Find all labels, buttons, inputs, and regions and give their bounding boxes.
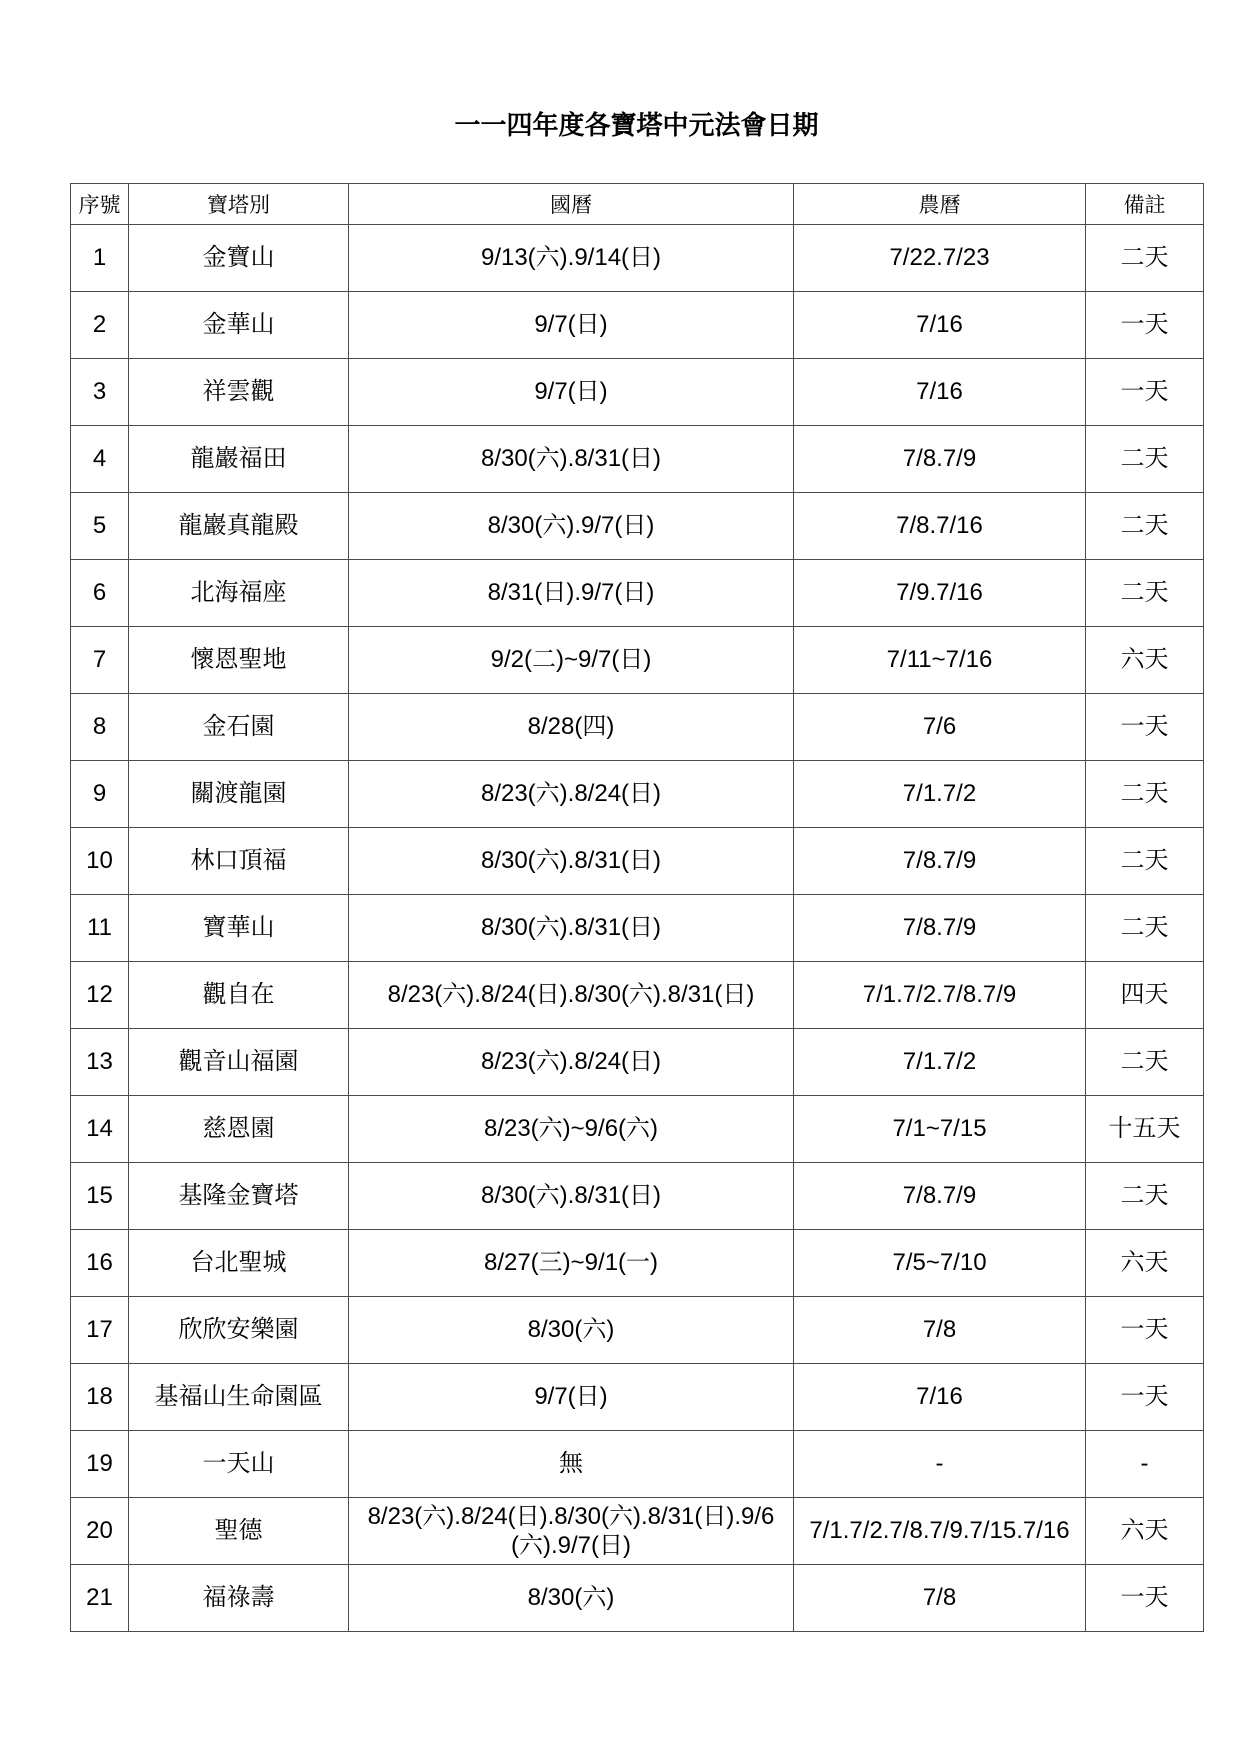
cell-pagoda: 關渡龍園 (129, 761, 349, 828)
cell-gregorian: 無 (349, 1431, 794, 1498)
cell-seq: 18 (71, 1364, 129, 1431)
cell-seq: 19 (71, 1431, 129, 1498)
cell-seq: 3 (71, 359, 129, 426)
cell-gregorian: 9/13(六).9/14(日) (349, 225, 794, 292)
header-cell-lunar: 農曆 (794, 184, 1086, 225)
cell-note: 十五天 (1086, 1096, 1204, 1163)
table-row (71, 1297, 1204, 1364)
cell-seq: 13 (71, 1029, 129, 1096)
cell-lunar: 7/8.7/9 (794, 1163, 1086, 1230)
cell-lunar: 7/8 (794, 1297, 1086, 1364)
cell-lunar: 7/6 (794, 694, 1086, 761)
cell-gregorian: 8/30(六) (349, 1565, 794, 1632)
cell-seq: 21 (71, 1565, 129, 1632)
cell-gregorian: 8/30(六).8/31(日) (349, 1163, 794, 1230)
cell-seq: 14 (71, 1096, 129, 1163)
cell-seq: 16 (71, 1230, 129, 1297)
table-row (71, 1096, 1204, 1163)
cell-pagoda: 龍巖真龍殿 (129, 493, 349, 560)
table-row (71, 560, 1204, 627)
cell-note: 六天 (1086, 1230, 1204, 1297)
cell-gregorian: 9/2(二)~9/7(日) (349, 627, 794, 694)
table-row (71, 1230, 1204, 1297)
cell-gregorian: 9/7(日) (349, 1364, 794, 1431)
cell-gregorian: 8/23(六).8/24(日).8/30(六).8/31(日).9/6(六).9/7(日) (349, 1498, 794, 1565)
header-cell-pagoda: 寶塔別 (129, 184, 349, 225)
cell-note: 一天 (1086, 1297, 1204, 1364)
cell-gregorian: 8/30(六).8/31(日) (349, 426, 794, 493)
cell-lunar: 7/8 (794, 1565, 1086, 1632)
cell-note: 二天 (1086, 895, 1204, 962)
cell-lunar: 7/22.7/23 (794, 225, 1086, 292)
table-row (71, 1163, 1204, 1230)
cell-gregorian: 8/27(三)~9/1(一) (349, 1230, 794, 1297)
cell-pagoda: 林口頂福 (129, 828, 349, 895)
cell-seq: 4 (71, 426, 129, 493)
cell-lunar: 7/8.7/9 (794, 895, 1086, 962)
cell-gregorian: 8/30(六).8/31(日) (349, 895, 794, 962)
cell-lunar: 7/1.7/2.7/8.7/9 (794, 962, 1086, 1029)
cell-note: 二天 (1086, 426, 1204, 493)
cell-pagoda: 基隆金寶塔 (129, 1163, 349, 1230)
cell-seq: 1 (71, 225, 129, 292)
cell-pagoda: 祥雲觀 (129, 359, 349, 426)
cell-pagoda: 觀自在 (129, 962, 349, 1029)
cell-seq: 6 (71, 560, 129, 627)
table-row (71, 761, 1204, 828)
page-title: 一一四年度各寶塔中元法會日期 (454, 110, 819, 140)
festival-dates-table (70, 183, 1204, 1632)
cell-note: 一天 (1086, 292, 1204, 359)
cell-seq: 5 (71, 493, 129, 560)
table-body (71, 225, 1204, 1632)
cell-pagoda: 金寶山 (129, 225, 349, 292)
cell-note: 四天 (1086, 962, 1204, 1029)
cell-pagoda: 觀音山福園 (129, 1029, 349, 1096)
table-row (71, 426, 1204, 493)
cell-seq: 2 (71, 292, 129, 359)
cell-lunar: 7/16 (794, 1364, 1086, 1431)
table-header (71, 184, 1204, 225)
cell-lunar: 7/1.7/2.7/8.7/9.7/15.7/16 (794, 1498, 1086, 1565)
cell-gregorian: 9/7(日) (349, 359, 794, 426)
table-row (71, 1029, 1204, 1096)
table-row (71, 1498, 1204, 1565)
cell-note: 一天 (1086, 1565, 1204, 1632)
cell-lunar: 7/5~7/10 (794, 1230, 1086, 1297)
cell-note: 二天 (1086, 1163, 1204, 1230)
cell-lunar: 7/9.7/16 (794, 560, 1086, 627)
cell-lunar: - (794, 1431, 1086, 1498)
cell-note: 二天 (1086, 560, 1204, 627)
cell-note: 二天 (1086, 1029, 1204, 1096)
cell-pagoda: 寶華山 (129, 895, 349, 962)
header-cell-gregorian: 國曆 (349, 184, 794, 225)
cell-pagoda: 福祿壽 (129, 1565, 349, 1632)
cell-note: 二天 (1086, 225, 1204, 292)
cell-lunar: 7/1.7/2 (794, 1029, 1086, 1096)
cell-note: 一天 (1086, 694, 1204, 761)
cell-pagoda: 聖德 (129, 1498, 349, 1565)
table-row (71, 895, 1204, 962)
table-row (71, 1565, 1204, 1632)
cell-note: 二天 (1086, 828, 1204, 895)
cell-gregorian: 8/23(六).8/24(日) (349, 1029, 794, 1096)
cell-lunar: 7/16 (794, 359, 1086, 426)
cell-note: 六天 (1086, 627, 1204, 694)
cell-seq: 20 (71, 1498, 129, 1565)
cell-note: 二天 (1086, 761, 1204, 828)
cell-seq: 10 (71, 828, 129, 895)
cell-note: 六天 (1086, 1498, 1204, 1565)
cell-gregorian: 8/30(六) (349, 1297, 794, 1364)
cell-lunar: 7/11~7/16 (794, 627, 1086, 694)
cell-pagoda: 基福山生命園區 (129, 1364, 349, 1431)
table-row (71, 1364, 1204, 1431)
cell-pagoda: 台北聖城 (129, 1230, 349, 1297)
cell-pagoda: 金華山 (129, 292, 349, 359)
cell-pagoda: 一天山 (129, 1431, 349, 1498)
cell-note: 二天 (1086, 493, 1204, 560)
cell-note: - (1086, 1431, 1204, 1498)
cell-gregorian: 9/7(日) (349, 292, 794, 359)
cell-pagoda: 慈恩園 (129, 1096, 349, 1163)
cell-pagoda: 懷恩聖地 (129, 627, 349, 694)
cell-note: 一天 (1086, 359, 1204, 426)
table-row (71, 292, 1204, 359)
cell-seq: 12 (71, 962, 129, 1029)
table-row (71, 225, 1204, 292)
cell-gregorian: 8/23(六).8/24(日).8/30(六).8/31(日) (349, 962, 794, 1029)
cell-gregorian: 8/28(四) (349, 694, 794, 761)
table-row (71, 493, 1204, 560)
cell-seq: 7 (71, 627, 129, 694)
cell-pagoda: 金石園 (129, 694, 349, 761)
cell-gregorian: 8/30(六).8/31(日) (349, 828, 794, 895)
cell-seq: 8 (71, 694, 129, 761)
table-row (71, 627, 1204, 694)
cell-lunar: 7/16 (794, 292, 1086, 359)
cell-gregorian: 8/31(日).9/7(日) (349, 560, 794, 627)
cell-gregorian: 8/23(六).8/24(日) (349, 761, 794, 828)
cell-note: 一天 (1086, 1364, 1204, 1431)
table-row (71, 962, 1204, 1029)
table-row (71, 359, 1204, 426)
header-row (71, 184, 1204, 225)
cell-seq: 11 (71, 895, 129, 962)
cell-lunar: 7/1~7/15 (794, 1096, 1086, 1163)
table-row (71, 1431, 1204, 1498)
cell-pagoda: 欣欣安樂園 (129, 1297, 349, 1364)
header-cell-note: 備註 (1086, 184, 1204, 225)
cell-gregorian: 8/30(六).9/7(日) (349, 493, 794, 560)
cell-lunar: 7/1.7/2 (794, 761, 1086, 828)
cell-lunar: 7/8.7/9 (794, 426, 1086, 493)
cell-pagoda: 北海福座 (129, 560, 349, 627)
cell-pagoda: 龍巖福田 (129, 426, 349, 493)
cell-seq: 15 (71, 1163, 129, 1230)
table-row (71, 828, 1204, 895)
header-cell-seq: 序號 (71, 184, 129, 225)
cell-lunar: 7/8.7/9 (794, 828, 1086, 895)
cell-seq: 9 (71, 761, 129, 828)
cell-lunar: 7/8.7/16 (794, 493, 1086, 560)
cell-seq: 17 (71, 1297, 129, 1364)
table-row (71, 694, 1204, 761)
cell-gregorian: 8/23(六)~9/6(六) (349, 1096, 794, 1163)
